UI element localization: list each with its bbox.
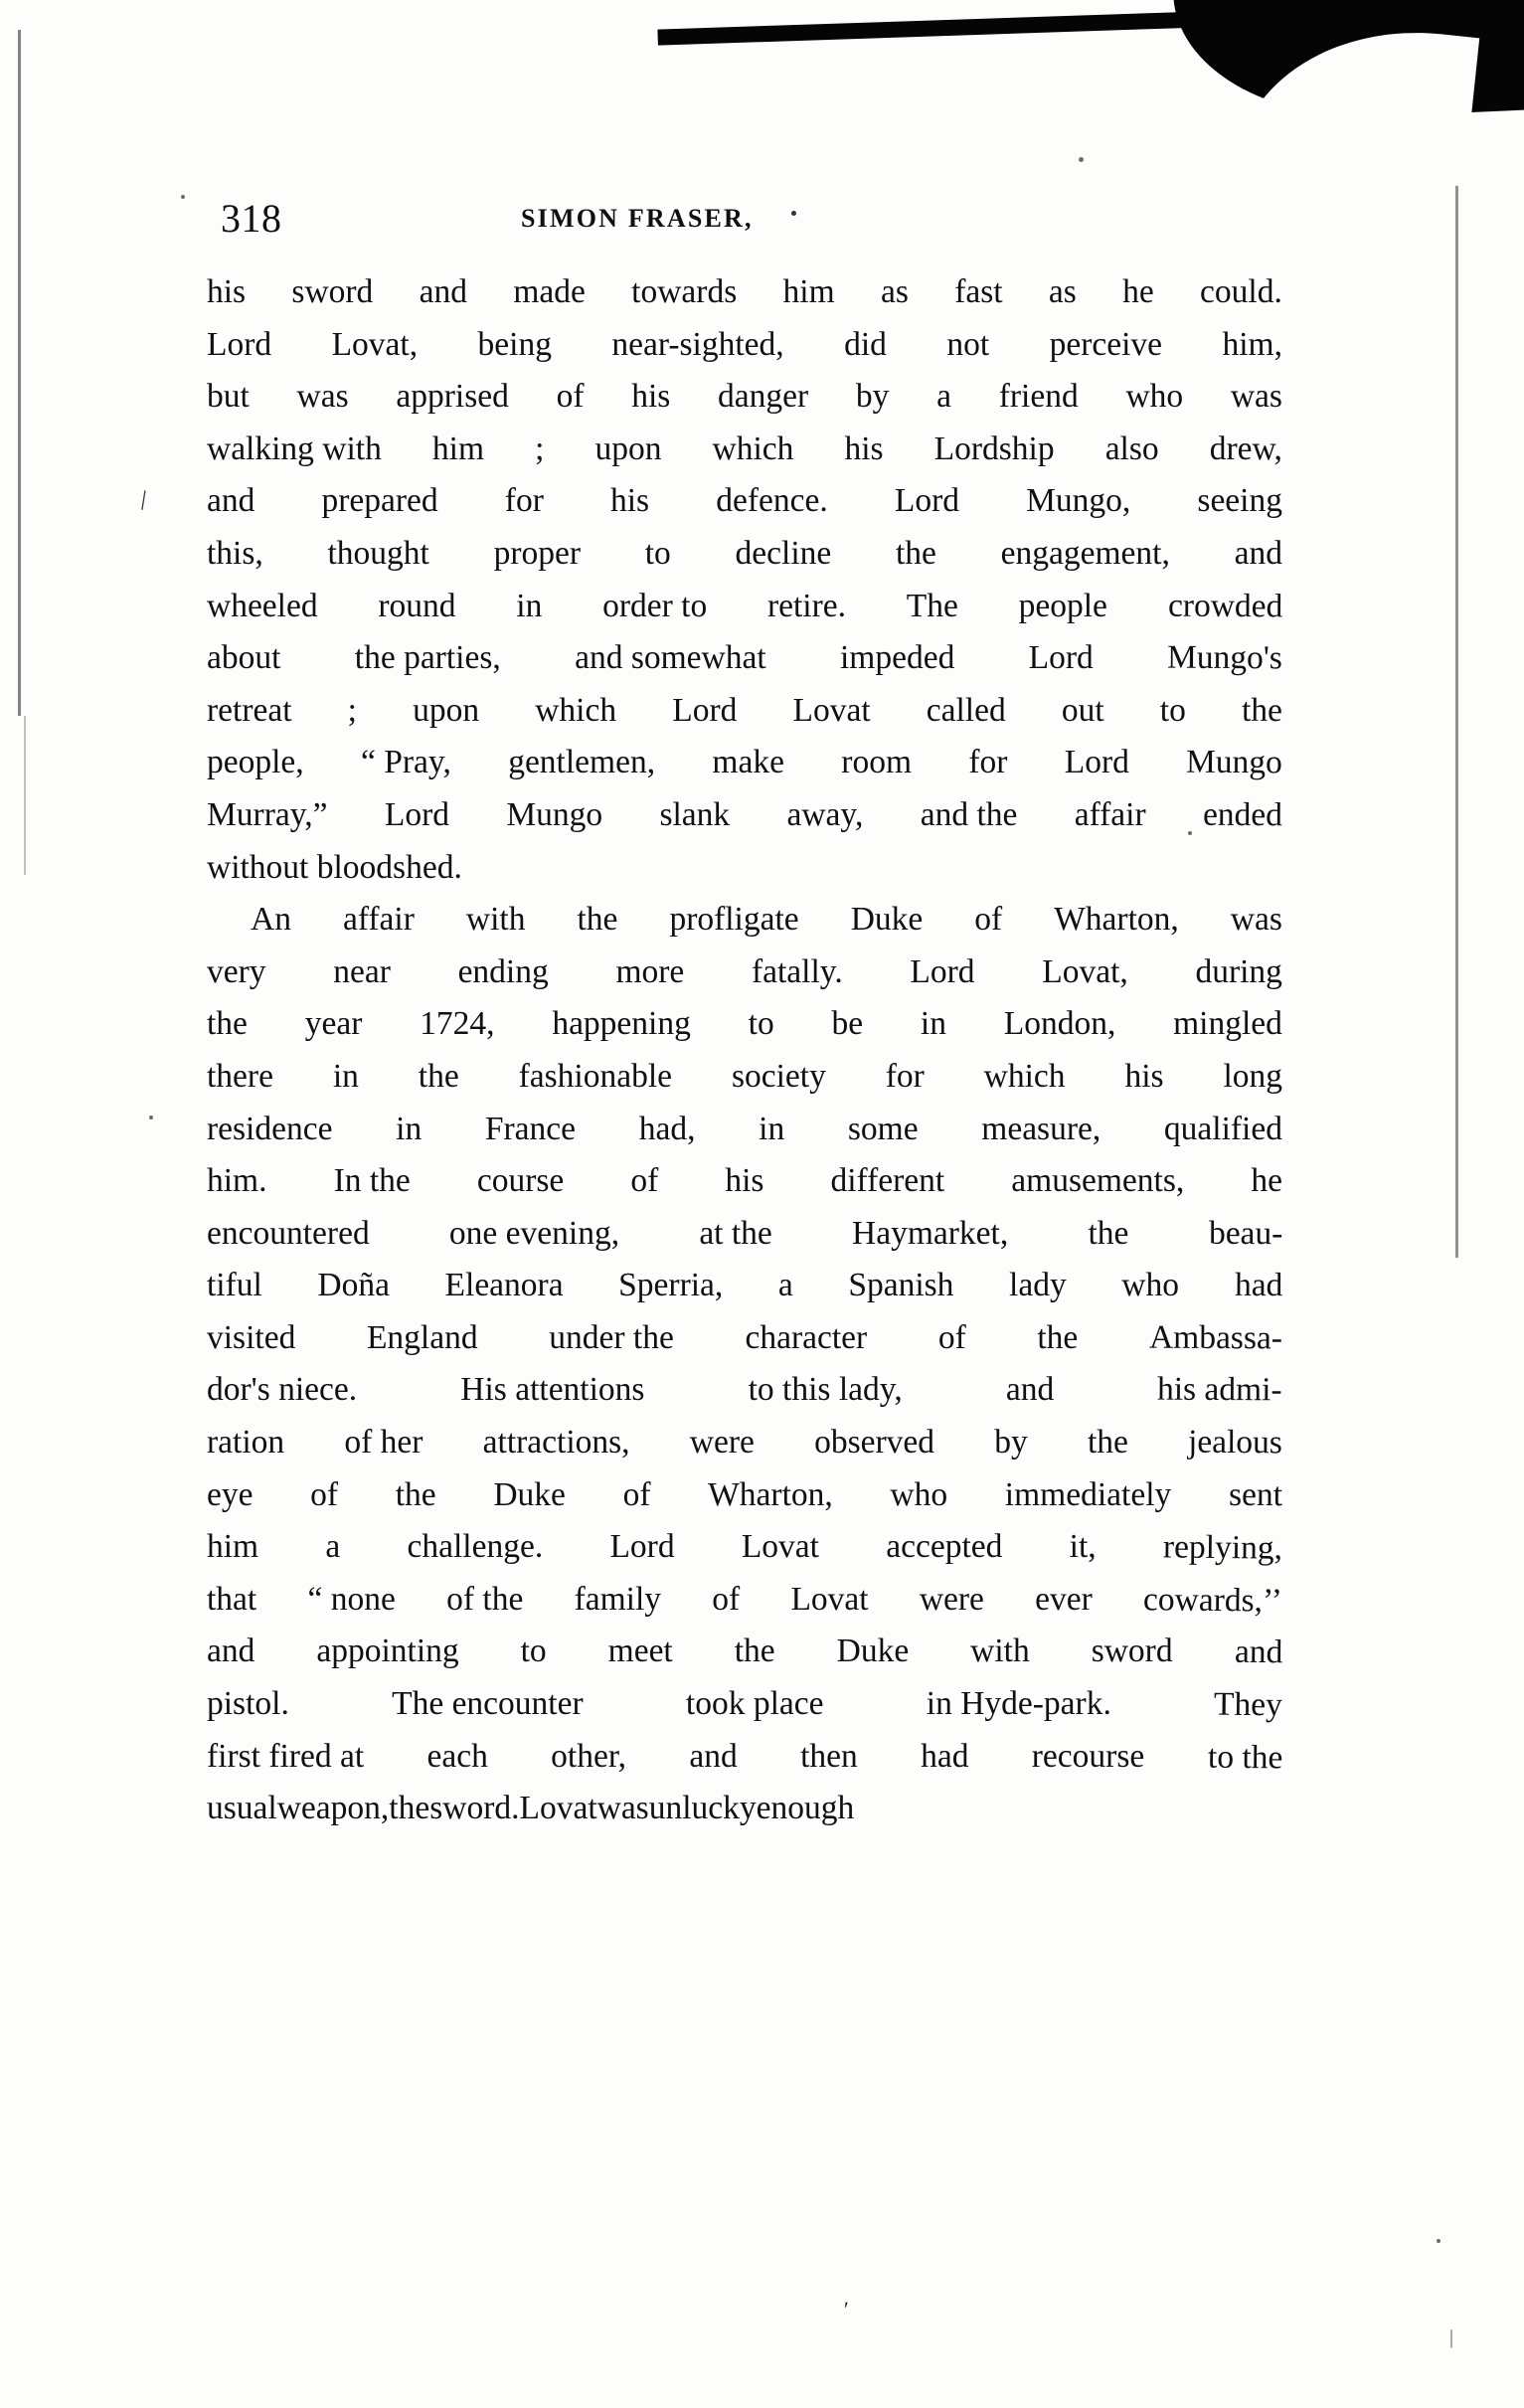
- text-word: also: [1104, 430, 1159, 467]
- text-word: wheeled: [207, 587, 318, 624]
- text-word: profligate: [669, 901, 799, 939]
- page-body-text: [207, 266, 1282, 1835]
- text-word: as: [880, 273, 909, 310]
- text-line: [207, 1678, 1282, 1731]
- text-word: to this lady,: [748, 1371, 903, 1409]
- text-word: Spanish: [848, 1267, 954, 1304]
- text-word: a: [325, 1528, 341, 1566]
- text-word: had,: [638, 1110, 696, 1147]
- text-line: [207, 475, 1282, 528]
- text-word: accepted: [886, 1528, 1003, 1566]
- text-word: were: [919, 1580, 984, 1618]
- text-word: the parties,: [354, 639, 501, 677]
- text-word: residence: [207, 1110, 333, 1147]
- text-word: and: [689, 1737, 738, 1775]
- text-word: jealous: [1188, 1423, 1283, 1462]
- text-word: course: [476, 1162, 565, 1200]
- text-word: to: [1159, 691, 1186, 729]
- text-word: walking with: [207, 430, 382, 467]
- text-word: The encounter: [392, 1685, 584, 1723]
- text-word: each: [426, 1737, 488, 1775]
- text-word: perceive: [1049, 325, 1163, 363]
- text-word: his: [1124, 1057, 1164, 1095]
- text-word: and: [1234, 534, 1282, 572]
- text-line: [207, 371, 1282, 424]
- text-word: a: [777, 1267, 793, 1304]
- text-line: [207, 1312, 1282, 1365]
- text-word: seeing: [1197, 482, 1282, 520]
- text-word: make: [712, 744, 784, 781]
- text-word: Lord: [609, 1528, 675, 1566]
- text-word: took place: [685, 1685, 824, 1723]
- text-word: a: [936, 378, 951, 416]
- text-word: “ none: [307, 1580, 396, 1618]
- text-word: about: [207, 639, 281, 677]
- text-word: he: [1251, 1162, 1282, 1200]
- text-line: [207, 1783, 1282, 1835]
- text-word: Lordship: [933, 430, 1055, 467]
- text-word: fatally.: [751, 952, 843, 990]
- text-word: his: [207, 273, 247, 310]
- text-word: which: [535, 691, 617, 729]
- text-word: The: [906, 587, 958, 624]
- text-word: retire.: [766, 587, 846, 624]
- text-line: [207, 424, 1282, 476]
- text-word: towards: [631, 273, 738, 310]
- text-line: [207, 528, 1282, 581]
- text-word: in: [332, 1057, 359, 1095]
- text-word: sword.: [429, 1790, 520, 1827]
- scan-speck: [1437, 2239, 1440, 2243]
- text-word: near: [333, 952, 391, 990]
- scan-speck: [1079, 157, 1084, 162]
- text-word: the: [1037, 1318, 1079, 1356]
- text-word: long: [1223, 1057, 1282, 1095]
- text-word: and: [419, 273, 467, 310]
- text-word: had: [1234, 1267, 1283, 1304]
- text-word: some: [847, 1110, 919, 1147]
- text-word: qualified: [1163, 1110, 1282, 1147]
- text-word: replying,: [1162, 1528, 1283, 1567]
- text-word: ending: [457, 952, 549, 990]
- text-line: [207, 1731, 1282, 1784]
- text-line: [207, 998, 1282, 1051]
- text-word: the: [577, 901, 618, 939]
- text-word: in: [516, 587, 543, 624]
- text-word: with: [465, 901, 526, 939]
- text-word: was: [1230, 378, 1282, 416]
- text-word: Mungo: [1186, 744, 1283, 781]
- text-line: [207, 1104, 1282, 1156]
- text-word: attractions,: [482, 1424, 630, 1462]
- text-word: unlucky: [648, 1790, 757, 1827]
- text-word: challenge.: [407, 1528, 544, 1566]
- text-word: first fired at: [207, 1737, 365, 1775]
- text-line: [207, 1208, 1282, 1261]
- text-word: meet: [607, 1633, 673, 1670]
- text-word: his admi-: [1157, 1371, 1283, 1409]
- footer-edge-mark: |: [1449, 2326, 1454, 2348]
- text-word: fashionable: [518, 1057, 673, 1095]
- text-line: [207, 685, 1282, 738]
- text-word: but: [207, 378, 250, 416]
- text-word: round: [378, 587, 456, 624]
- text-word: by: [855, 378, 890, 416]
- text-word: did: [844, 325, 887, 363]
- text-word: under the: [549, 1318, 674, 1356]
- text-word: impeded: [839, 639, 955, 677]
- text-word: by: [994, 1424, 1028, 1462]
- text-word: called: [926, 691, 1006, 729]
- text-line: [207, 789, 1282, 842]
- text-word: of: [712, 1580, 741, 1618]
- text-word: had: [921, 1737, 969, 1775]
- text-word: in: [920, 1005, 946, 1043]
- text-word: fast: [954, 273, 1003, 310]
- text-word: ;: [347, 691, 357, 729]
- header-speck: [791, 211, 796, 216]
- text-word: Haymarket,: [852, 1214, 1009, 1252]
- page-edge-shadow-left: [18, 30, 21, 716]
- text-word: the: [207, 1005, 248, 1043]
- text-word: tiful: [207, 1267, 262, 1304]
- margin-pencil-mark: \: [132, 485, 154, 517]
- text-word: usual: [207, 1790, 277, 1827]
- text-word: apprised: [396, 378, 509, 416]
- text-word: people,: [207, 744, 304, 781]
- text-word: to: [520, 1633, 547, 1670]
- text-word: ended: [1202, 795, 1283, 834]
- text-word: 1724,: [420, 1005, 495, 1043]
- text-word: of: [630, 1162, 659, 1200]
- text-word: and somewhat: [575, 639, 766, 677]
- text-word: there: [207, 1057, 273, 1095]
- text-line: [207, 1364, 1282, 1417]
- text-word: slank: [659, 795, 731, 833]
- text-word: appointing: [316, 1633, 459, 1670]
- text-line: [207, 946, 1282, 999]
- text-word: near-sighted,: [611, 325, 784, 363]
- text-word: retreat: [207, 691, 292, 729]
- page-header: [0, 195, 1524, 239]
- text-line: [207, 1521, 1282, 1574]
- text-word: Lord: [672, 691, 738, 729]
- text-word: his: [844, 430, 884, 467]
- text-word: who: [890, 1475, 948, 1513]
- text-word: Sperria,: [618, 1267, 724, 1304]
- text-word: to: [644, 534, 671, 572]
- text-word: encountered: [207, 1214, 370, 1252]
- paragraph: [207, 266, 1282, 894]
- text-word: ration: [207, 1424, 285, 1462]
- text-word: he: [1122, 273, 1154, 310]
- text-word: Lovat: [519, 1790, 597, 1827]
- text-word: different: [830, 1162, 945, 1200]
- text-word: They: [1213, 1685, 1283, 1724]
- scan-speck: [149, 1116, 153, 1119]
- text-word: Wharton,: [1054, 901, 1179, 939]
- text-word: not: [946, 325, 990, 363]
- text-word: as: [1048, 273, 1077, 310]
- text-word: him: [431, 430, 485, 467]
- text-word: Mungo,: [1026, 482, 1131, 520]
- text-word: which: [983, 1057, 1066, 1095]
- paragraph: [207, 894, 1282, 1835]
- text-word: Lovat,: [1042, 952, 1128, 990]
- text-line: [207, 1051, 1282, 1104]
- text-word: of her: [344, 1424, 423, 1462]
- text-word: other,: [551, 1737, 627, 1775]
- text-line: [207, 632, 1282, 685]
- text-word: it,: [1069, 1528, 1097, 1566]
- text-word: one evening,: [448, 1214, 620, 1252]
- text-word: without bloodshed.: [207, 848, 462, 886]
- text-word: of the: [446, 1580, 524, 1618]
- text-word: Murray,”: [207, 795, 328, 833]
- text-word: Lovat: [792, 691, 871, 729]
- text-word: amusements,: [1011, 1162, 1185, 1200]
- text-word: decline: [735, 534, 832, 572]
- text-word: immediately: [1004, 1475, 1172, 1513]
- text-word: was: [296, 378, 349, 416]
- text-word: was: [596, 1790, 649, 1827]
- text-word: him.: [207, 1162, 267, 1200]
- text-word: England: [366, 1318, 478, 1356]
- text-word: who: [1121, 1267, 1179, 1304]
- text-word: His attentions: [460, 1371, 645, 1409]
- text-word: Duke: [850, 901, 924, 939]
- text-word: beau-: [1208, 1214, 1283, 1252]
- text-word: was: [1230, 901, 1282, 939]
- text-word: society: [731, 1057, 826, 1095]
- text-word: Ambassa-: [1148, 1318, 1283, 1357]
- text-line: [207, 1260, 1282, 1312]
- page-number: 318: [221, 196, 282, 241]
- text-word: the: [895, 534, 936, 572]
- footer-speck-mark: ': [840, 2296, 850, 2322]
- text-word: in: [759, 1110, 785, 1147]
- text-word: Lord: [910, 952, 975, 990]
- text-word: thought: [327, 534, 429, 572]
- text-word: people: [1018, 587, 1107, 624]
- text-word: Lord: [384, 795, 449, 833]
- text-word: recourse: [1031, 1737, 1145, 1775]
- text-word: his: [725, 1162, 764, 1200]
- text-word: the: [418, 1057, 459, 1095]
- text-word: gentlemen,: [508, 744, 656, 781]
- text-word: Mungo's: [1167, 638, 1283, 677]
- text-word: lady: [1009, 1267, 1067, 1304]
- text-word: Lord: [207, 325, 272, 363]
- text-word: of: [937, 1318, 966, 1356]
- text-word: crowded: [1167, 587, 1283, 624]
- text-word: happening: [552, 1005, 691, 1043]
- text-word: sword: [1091, 1633, 1173, 1670]
- text-word: Doña: [317, 1267, 390, 1304]
- text-word: danger: [718, 378, 809, 416]
- text-word: this,: [207, 534, 263, 572]
- text-word: him: [207, 1528, 259, 1566]
- text-word: ;: [535, 430, 545, 467]
- text-word: of: [310, 1475, 339, 1513]
- text-word: upon: [594, 430, 662, 467]
- text-word: Eleanora: [444, 1267, 564, 1304]
- text-word: him: [782, 273, 835, 310]
- text-word: Lovat: [790, 1580, 869, 1618]
- text-word: In the: [333, 1162, 411, 1200]
- text-word: of: [622, 1475, 651, 1513]
- text-word: more: [615, 952, 685, 990]
- text-line: [207, 319, 1282, 372]
- text-word: France: [484, 1110, 577, 1147]
- text-word: proper: [493, 534, 582, 572]
- text-word: Lovat,: [331, 325, 419, 363]
- text-word: the: [734, 1633, 775, 1670]
- text-word: Lord: [894, 482, 959, 520]
- text-word: were: [689, 1424, 755, 1462]
- text-word: weapon,: [276, 1790, 390, 1827]
- text-line: [207, 1155, 1282, 1208]
- text-word: out: [1061, 691, 1104, 729]
- text-word: during: [1195, 952, 1282, 990]
- text-word: for: [885, 1057, 925, 1095]
- text-word: visited: [207, 1318, 296, 1356]
- text-word: and the: [920, 795, 1018, 833]
- text-word: be: [831, 1005, 864, 1043]
- text-word: being: [477, 325, 552, 363]
- text-line: [207, 1574, 1282, 1627]
- text-line: [207, 581, 1282, 633]
- text-line: [207, 1417, 1282, 1469]
- text-line: [207, 894, 1282, 946]
- text-word: the: [1087, 1424, 1128, 1462]
- text-line: [207, 842, 1282, 895]
- text-word: sword: [291, 273, 374, 310]
- text-word: could.: [1200, 273, 1282, 310]
- text-word: upon: [413, 691, 480, 729]
- text-word: very: [207, 952, 266, 990]
- text-word: room: [841, 744, 913, 781]
- text-word: character: [745, 1318, 868, 1356]
- text-word: Duke: [836, 1633, 910, 1670]
- text-word: in: [396, 1110, 423, 1147]
- text-word: and: [1005, 1371, 1055, 1409]
- text-line: [207, 1469, 1282, 1522]
- text-word: engagement,: [1000, 534, 1170, 572]
- text-word: drew,: [1209, 430, 1282, 467]
- text-word: eye: [207, 1475, 254, 1513]
- text-word: enough: [756, 1790, 855, 1827]
- text-word: affair: [342, 901, 415, 939]
- text-word: to the: [1207, 1738, 1283, 1777]
- text-word: that: [207, 1580, 257, 1618]
- page-edge-shadow-left-lower: [24, 716, 26, 875]
- text-word: “ Pray,: [361, 744, 451, 781]
- text-word: the: [1241, 691, 1283, 729]
- text-word: sent: [1228, 1475, 1283, 1513]
- text-word: which: [712, 430, 794, 467]
- text-word: Mungo: [506, 795, 603, 833]
- text-word: at the: [699, 1214, 772, 1252]
- text-word: the: [395, 1475, 436, 1513]
- text-word: of: [556, 378, 585, 416]
- text-word: dor's niece.: [207, 1371, 358, 1409]
- text-word: his: [631, 378, 671, 416]
- text-word: ever: [1035, 1580, 1093, 1618]
- text-word: and: [207, 1633, 255, 1670]
- text-word: An: [251, 901, 291, 939]
- text-word: Lord: [1064, 744, 1129, 781]
- text-word: and: [207, 482, 255, 520]
- text-word: friend: [998, 378, 1079, 416]
- text-line: [207, 1626, 1282, 1678]
- text-word: Wharton,: [708, 1475, 833, 1513]
- text-word: London,: [1003, 1005, 1116, 1043]
- text-line: [207, 266, 1282, 319]
- text-word: for: [504, 482, 544, 520]
- page-edge-shadow-right: [1455, 94, 1458, 1258]
- text-word: then: [800, 1737, 858, 1775]
- text-word: of: [974, 901, 1003, 939]
- text-word: his: [609, 482, 650, 520]
- text-word: observed: [814, 1424, 935, 1462]
- text-word: the: [1088, 1214, 1129, 1252]
- text-word: the: [389, 1790, 430, 1827]
- text-word: for: [968, 744, 1008, 781]
- text-word: made: [513, 273, 586, 310]
- text-word: in Hyde-park.: [926, 1685, 1111, 1723]
- text-word: with: [970, 1633, 1030, 1670]
- text-line: [207, 737, 1282, 789]
- text-word: mingled: [1173, 1005, 1282, 1043]
- text-word: prepared: [321, 482, 438, 520]
- text-word: and: [1234, 1634, 1283, 1671]
- text-word: who: [1125, 378, 1184, 416]
- running-head-title: SIMON FRASER,: [521, 204, 754, 233]
- text-word: defence.: [716, 482, 828, 520]
- text-word: Duke: [493, 1475, 566, 1513]
- text-word: cowards,’’: [1142, 1581, 1283, 1620]
- text-word: order to: [602, 587, 708, 624]
- text-word: affair: [1074, 795, 1146, 833]
- text-word: year: [304, 1005, 363, 1043]
- text-word: measure,: [981, 1110, 1101, 1147]
- text-word: family: [574, 1580, 662, 1618]
- text-word: to: [748, 1005, 774, 1043]
- text-word: Lovat: [741, 1528, 819, 1566]
- text-word: pistol.: [207, 1685, 289, 1723]
- text-word: him,: [1222, 325, 1282, 363]
- text-word: away,: [786, 795, 864, 833]
- text-word: Lord: [1028, 639, 1094, 677]
